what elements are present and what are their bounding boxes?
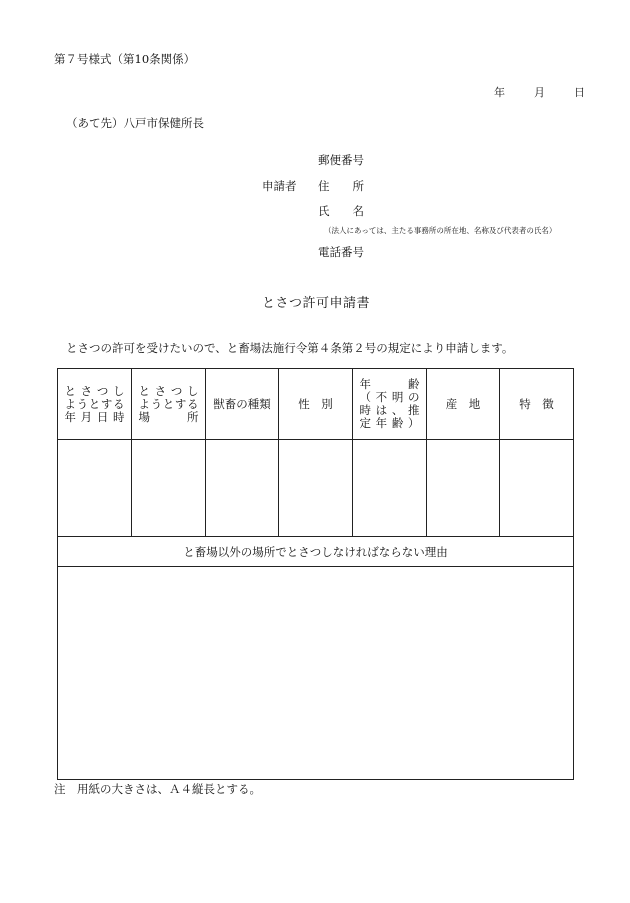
entry-origin[interactable] [427,440,500,537]
header-line: とさつし [64,383,125,398]
application-statement: とさつの許可を受けたいので、と畜場法施行令第４条第２号の規定により申請します。 [66,341,514,355]
header-slaughter-datetime [58,369,132,440]
header-sex [279,369,353,440]
reason-entry-area[interactable] [58,567,574,780]
reason-heading-row [58,537,574,567]
header-line: 年 齢 [359,377,420,391]
applicant-label: 申請者 [262,179,297,193]
header-line: 獣畜の種類 [213,396,271,411]
table-entry-row [58,440,574,537]
date-year-label: 年 [494,86,505,99]
reason-entry-row [58,567,574,780]
header-age [353,369,427,440]
header-line: ようとする [138,396,199,411]
document-title: とさつ許可申請書 [262,296,371,311]
name-label: 氏 名 [318,204,364,218]
table-header-row [58,369,574,440]
entry-animal-type[interactable] [206,440,279,537]
header-line: 産 地 [445,396,481,411]
entry-age[interactable] [353,440,427,537]
header-line: 場 所 [138,409,199,424]
header-features [500,369,574,440]
header-line: （不明の [359,390,420,404]
corporate-note: （法人にあっては、主たる事務所の所在地、名称及び代表者の氏名） [324,226,557,235]
header-line: 年月日時 [64,409,125,424]
header-line: 時は、推 [359,403,420,417]
entry-features[interactable] [500,440,574,537]
date-line [494,84,585,100]
entry-slaughter-place[interactable] [132,440,206,537]
header-line: とさつし [138,383,199,398]
header-line: 定年齢） [359,416,420,430]
phone-label: 電話番号 [318,245,364,259]
application-table [57,368,574,780]
footnote: 注 用紙の大きさは、Ａ４縦長とする。 [54,782,261,796]
postal-code-label: 郵便番号 [318,153,364,167]
header-origin [427,369,500,440]
entry-slaughter-datetime[interactable] [58,440,132,537]
header-line: 性 別 [298,396,333,411]
form-number: 第７号様式（第10条関係） [54,52,196,66]
header-animal-type [206,369,279,440]
address-label: 住 所 [318,179,364,193]
entry-sex[interactable] [279,440,353,537]
header-slaughter-place [132,369,206,440]
date-day-label: 日 [574,86,585,99]
date-month-label: 月 [534,86,545,99]
addressee: （あて先）八戸市保健所長 [66,116,204,130]
reason-heading: と畜場以外の場所でとさつしなければならない理由 [58,537,574,567]
header-line: 特 徴 [519,396,554,411]
header-line: ようとする [64,396,125,411]
